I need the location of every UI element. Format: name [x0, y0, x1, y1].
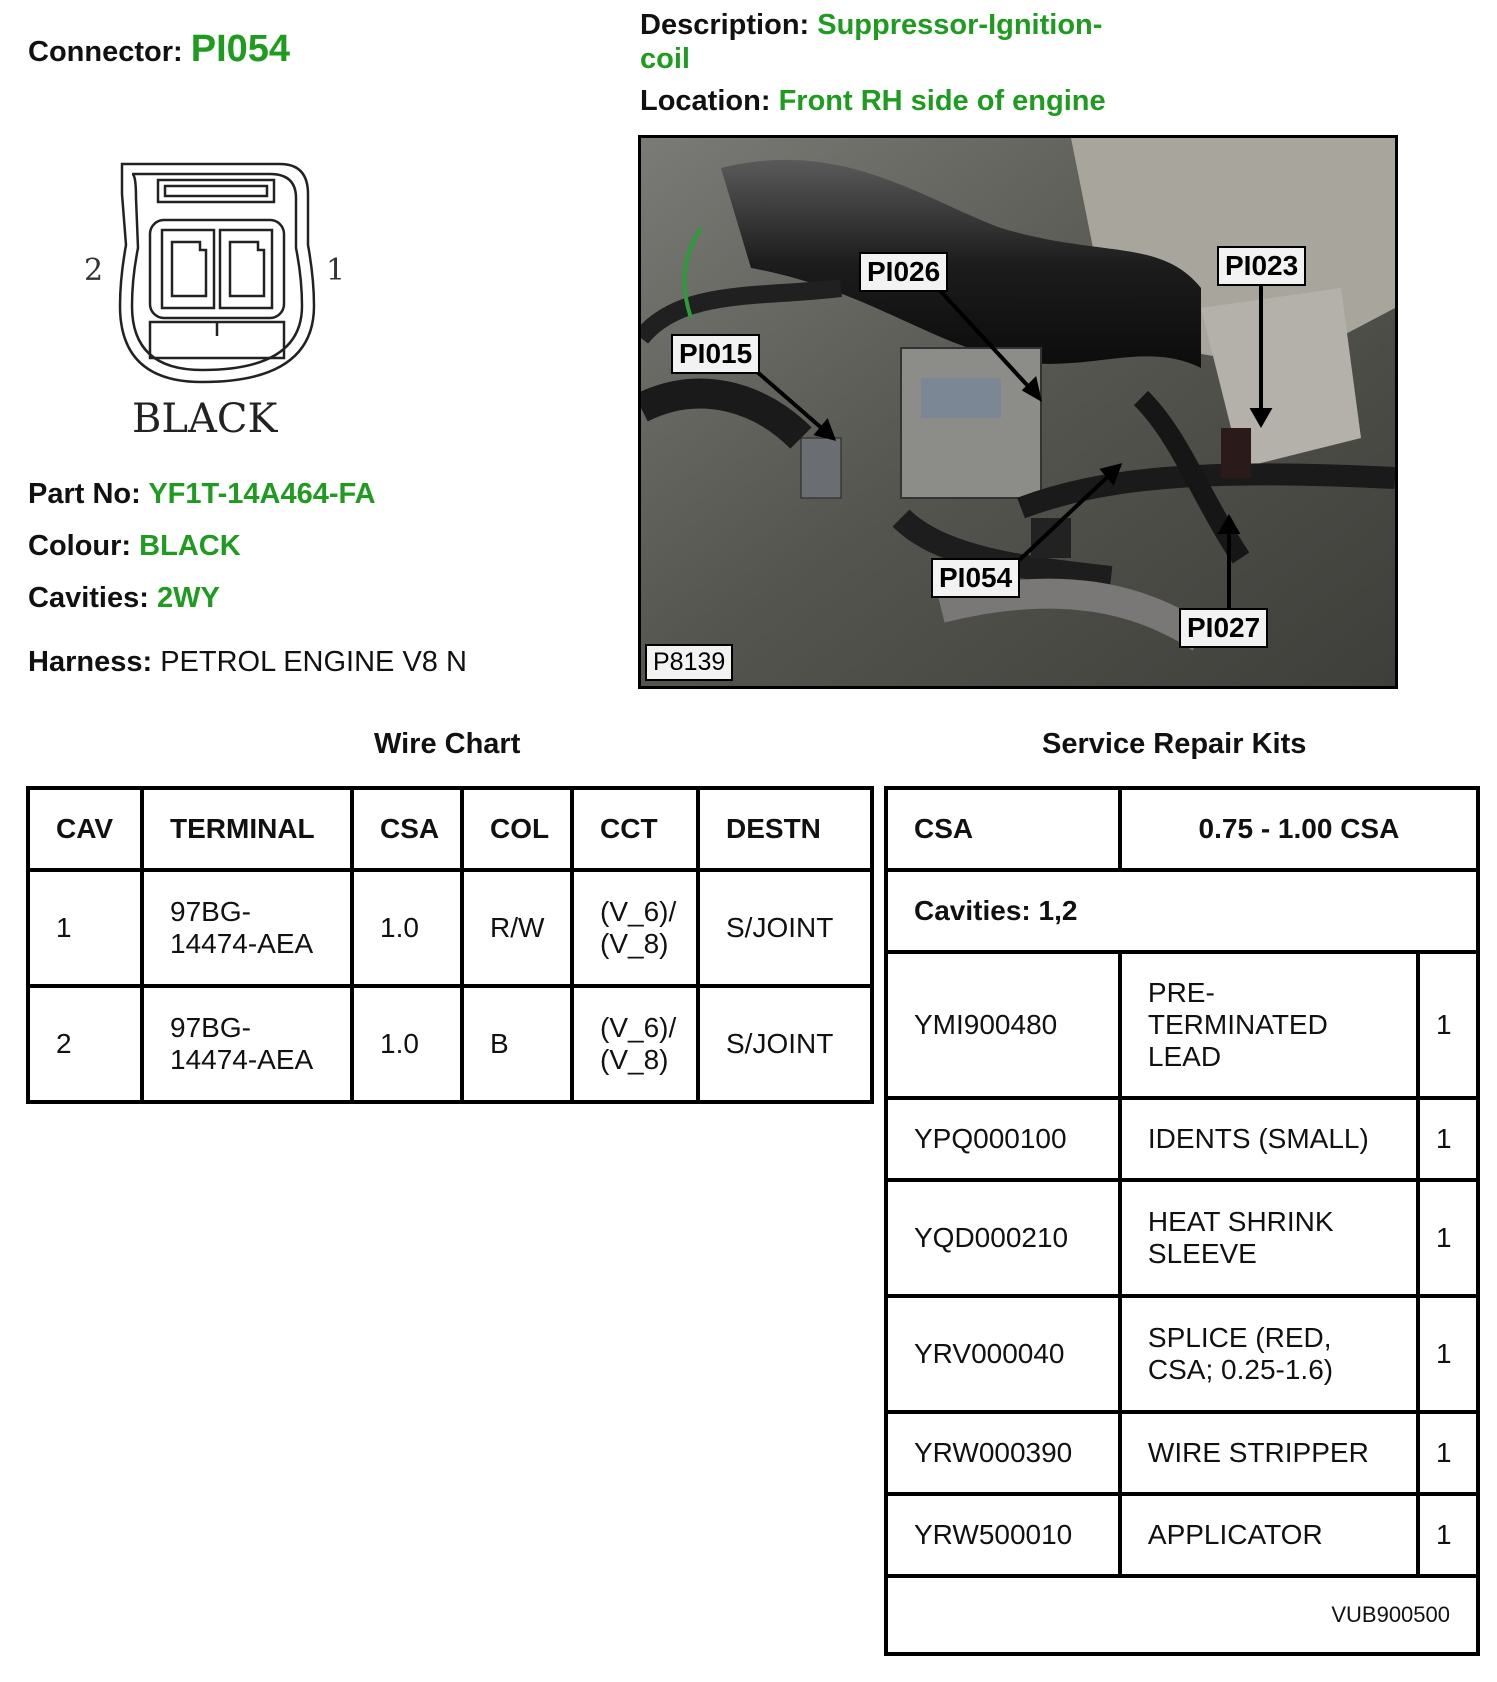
- part-no-row: [28, 478, 376, 511]
- cell-csa: 1.0: [352, 870, 462, 986]
- photo-callout-pi054: PI054: [931, 558, 1020, 598]
- photo-callout-pi023: PI023: [1217, 246, 1306, 286]
- cell-terminal: 97BG- 14474-AEA: [142, 870, 352, 986]
- kit-quantity: 1: [1418, 1180, 1478, 1296]
- list-item: [886, 1494, 1478, 1576]
- list-item: [886, 952, 1478, 1098]
- table-row: [28, 986, 872, 1102]
- photo-callout-pi015: PI015: [671, 334, 760, 374]
- kit-description: IDENTS (SMALL): [1120, 1098, 1418, 1180]
- table-row: [28, 870, 872, 986]
- kit-code: YQD000210: [886, 1180, 1120, 1296]
- connector-pinout-diagram: [70, 150, 390, 450]
- cell-cav: 1: [28, 870, 142, 986]
- kit-code: YRW000390: [886, 1412, 1120, 1494]
- list-item: [886, 1180, 1478, 1296]
- cell-cct: (V_6)/ (V_8): [572, 986, 698, 1102]
- list-item: [886, 1296, 1478, 1412]
- photo-reference: P8139: [645, 644, 733, 681]
- cell-destn: S/JOINT: [698, 870, 872, 986]
- repair-kits-cavities: Cavities: 1,2: [886, 870, 1478, 952]
- location-block: [640, 85, 1106, 118]
- cell-csa: 1.0: [352, 986, 462, 1102]
- cell-terminal: 97BG- 14474-AEA: [142, 986, 352, 1102]
- wire-chart-header-row: [28, 788, 872, 870]
- kit-description: PRE- TERMINATED LEAD: [1120, 952, 1418, 1098]
- description-block: [640, 8, 1102, 76]
- harness-value: PETROL ENGINE V8 N: [160, 646, 467, 678]
- part-no-value: YF1T-14A464-FA: [148, 478, 376, 510]
- connector-heading: [28, 28, 290, 71]
- cell-destn: S/JOINT: [698, 986, 872, 1102]
- colour-value: BLACK: [139, 530, 241, 562]
- repair-kits-table: [884, 786, 1480, 1656]
- kit-description: WIRE STRIPPER: [1120, 1412, 1418, 1494]
- kit-code: YRW500010: [886, 1494, 1120, 1576]
- repair-kits-footer-row: [886, 1576, 1478, 1654]
- kit-description: SPLICE (RED, CSA; 0.25-1.6): [1120, 1296, 1418, 1412]
- harness-row: [28, 646, 467, 679]
- kit-description: APPLICATOR: [1120, 1494, 1418, 1576]
- location-value: Front RH side of engine: [778, 85, 1106, 117]
- photo-callout-arrows: [641, 138, 1395, 686]
- colour-row: [28, 530, 241, 563]
- kit-quantity: 1: [1418, 952, 1478, 1098]
- col-header-csa: CSA: [352, 788, 462, 870]
- cavities-label: Cavities:: [28, 582, 149, 614]
- repair-kits-csa-label: CSA: [886, 788, 1120, 870]
- photo-callout-pi026: PI026: [859, 252, 948, 292]
- wire-chart-title: Wire Chart: [374, 728, 521, 760]
- kit-description: HEAT SHRINK SLEEVE: [1120, 1180, 1418, 1296]
- cell-col: R/W: [462, 870, 572, 986]
- repair-kits-cavities-row: [886, 870, 1478, 952]
- list-item: [886, 1098, 1478, 1180]
- col-header-cav: CAV: [28, 788, 142, 870]
- engine-location-photo: [638, 135, 1398, 689]
- kit-quantity: 1: [1418, 1494, 1478, 1576]
- connector-label: Connector:: [28, 36, 183, 68]
- kit-code: YRV000040: [886, 1296, 1120, 1412]
- connector-id: PI054: [190, 28, 291, 70]
- col-header-col: COL: [462, 788, 572, 870]
- pinout-colour-text: BLACK: [132, 396, 278, 442]
- repair-kits-csa-row: [886, 788, 1478, 870]
- repair-kits-csa-value: 0.75 - 1.00 CSA: [1120, 788, 1478, 870]
- cavities-value: 2WY: [156, 582, 220, 614]
- col-header-destn: DESTN: [698, 788, 872, 870]
- pin-label-2: 2: [84, 253, 104, 288]
- harness-label: Harness:: [28, 646, 153, 678]
- kit-quantity: 1: [1418, 1296, 1478, 1412]
- cell-cct: (V_6)/ (V_8): [572, 870, 698, 986]
- cell-col: B: [462, 986, 572, 1102]
- list-item: [886, 1412, 1478, 1494]
- colour-label: Colour:: [28, 530, 132, 562]
- part-no-label: Part No:: [28, 478, 141, 510]
- location-label: Location:: [640, 85, 771, 117]
- col-header-cct: CCT: [572, 788, 698, 870]
- wire-chart-table: [26, 786, 874, 1104]
- kit-quantity: 1: [1418, 1098, 1478, 1180]
- photo-callout-pi027: PI027: [1179, 608, 1268, 648]
- kit-code: YPQ000100: [886, 1098, 1120, 1180]
- repair-kits-footer-code: VUB900500: [886, 1576, 1478, 1654]
- col-header-terminal: TERMINAL: [142, 788, 352, 870]
- description-value-1: Suppressor-Ignition-: [817, 9, 1103, 41]
- repair-kits-title: Service Repair Kits: [1042, 728, 1307, 760]
- cell-cav: 2: [28, 986, 142, 1102]
- cavities-row: [28, 582, 220, 615]
- kit-code: YMI900480: [886, 952, 1120, 1098]
- description-value-2: coil: [640, 43, 690, 75]
- pin-label-1: 1: [326, 253, 346, 288]
- kit-quantity: 1: [1418, 1412, 1478, 1494]
- description-label: Description:: [640, 9, 810, 41]
